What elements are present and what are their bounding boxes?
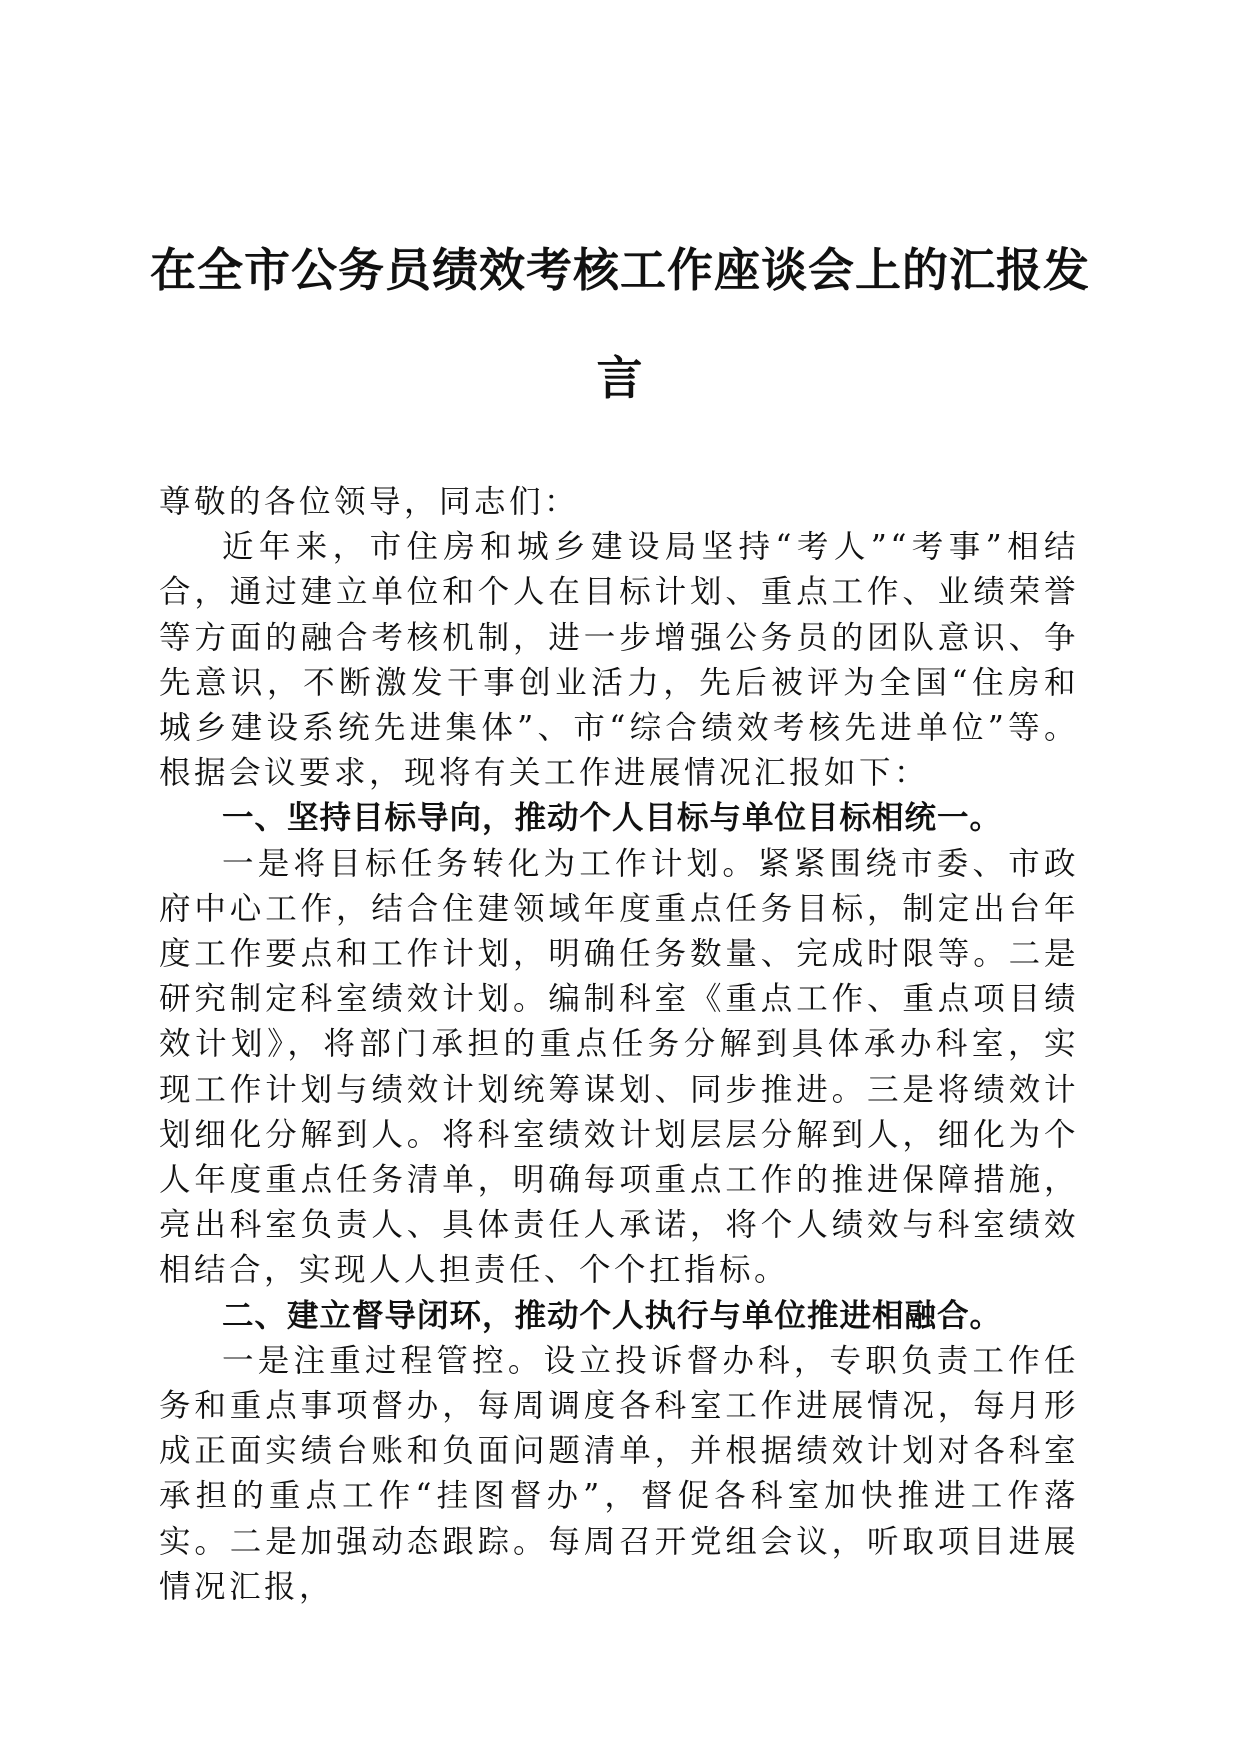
document-body [159,480,1079,1610]
section-2-heading: 二、建立督导闭环，推动个人执行与单位推进相融合。 [222,1297,1003,1334]
section-2-paragraph: 一是注重过程管控。设立投诉督办科，专职负责工作任务和重点事项督办，每周调度各科室工作进展情况，每月形成正面实绩台账和负面问题清单，并根据绩效计划对各科室承担的重点工作“挂图督办”，督促各科室加快推进工作落实。二是加强动态跟踪。每周召开党组会议，听取项目进展情况汇报， [159,1342,1079,1605]
document-title-line-1: 在全市公务员绩效考核工作座谈会上的汇报发 [150,243,1090,297]
section-1-heading: 一、坚持目标导向，推动个人目标与单位目标相统一。 [222,800,1003,837]
section-1-paragraph: 一是将目标任务转化为工作计划。紧紧围绕市委、市政府中心工作，结合住建领域年度重点任务目标，制定出台年度工作要点和工作计划，明确任务数量、完成时限等。二是研究制定科室绩效计划。编制科室《重点工作、重点项目绩效计划》，将部门承担的重点任务分解到具体承办科室，实现工作计划与绩效计划统筹谋划、同步推进。三是将绩效计划细化分解到人。将科室绩效计划层层分解到人，细化为个人年度重点任务清单，明确每项重点工作的推进保障措施，亮出科室负责人、具体责任人承诺，将个人绩效与科室绩效相结合，实现人人担责任、个个扛指标。 [159,845,1079,1289]
document-title-line-2: 言 [596,351,644,405]
salutation: 尊敬的各位领导，同志们： [159,484,580,520]
intro-paragraph: 近年来，市住房和城乡建设局坚持“考人”“考事”相结合，通过建立单位和个人在目标计划、重点工作、业绩荣誉等方面的融合考核机制，进一步增强公务员的团队意识、争先意识，不断激发干事创业活力，先后被评为全国“住房和城乡建设系统先进集体”、市“综合绩效考核先进单位”等。根据会议要求，现将有关工作进展情况汇报如下： [159,529,1079,792]
